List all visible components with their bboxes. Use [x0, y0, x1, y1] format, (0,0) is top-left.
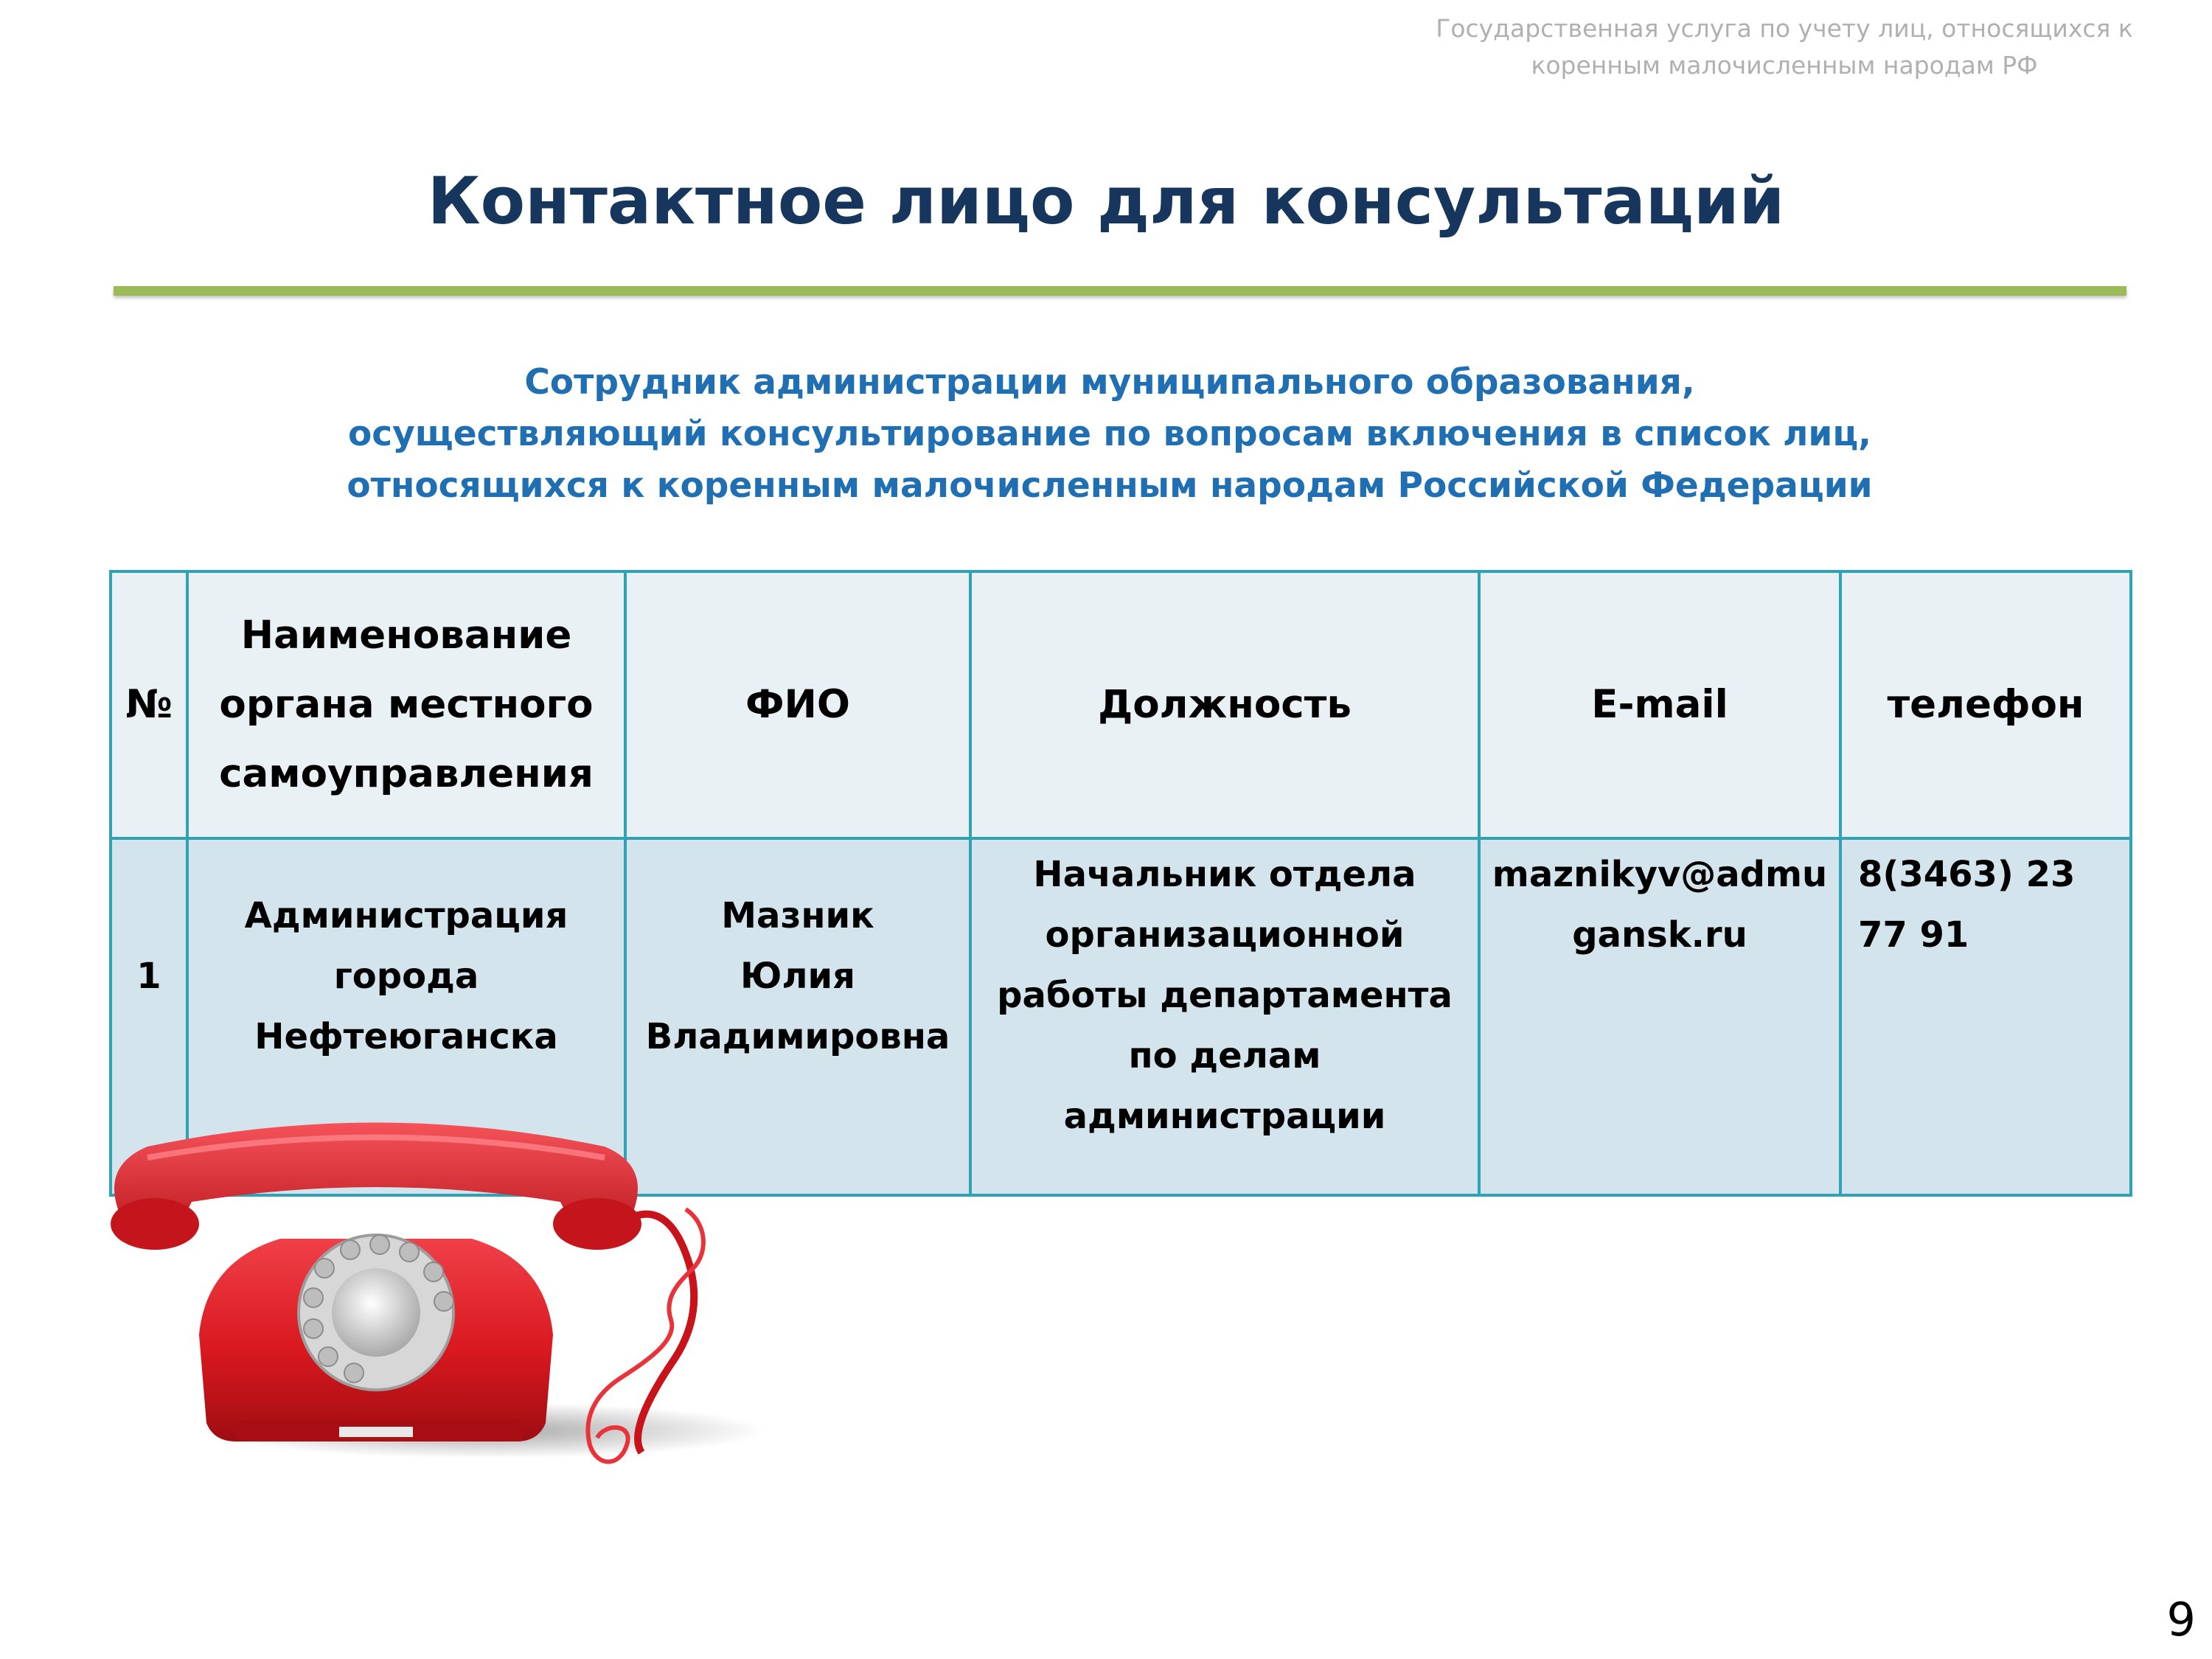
cell-num: 1 [111, 838, 187, 1195]
header-position: Должность [970, 571, 1479, 838]
cell-organ-line: Нефтеюганска [254, 1016, 558, 1057]
cell-position [970, 838, 1479, 1195]
header-email: E-mail [1479, 571, 1840, 838]
page-number: 9 [2166, 1593, 2196, 1646]
telephone-icon [103, 1113, 811, 1497]
header-note-line-1: Государственная услуга по учету лиц, относящихся к [1436, 14, 2133, 43]
cell-position-line: Начальник отдела [1033, 854, 1416, 895]
contacts-table [109, 570, 2132, 1197]
cell-fio-line: Юлия [740, 956, 855, 997]
cell-position-line: администрации [1063, 1096, 1386, 1137]
cell-fio-line: Мазник [721, 895, 874, 936]
table-header-row [111, 571, 2131, 838]
cell-position-line: организационной [1045, 914, 1405, 956]
cell-position-line: работы департамента [997, 975, 1453, 1016]
cell-organ-line: города [333, 956, 479, 997]
subtitle-line-2: осуществляющий консультирование по вопросам включения в список лиц, [347, 414, 1872, 454]
header-note-line-2: коренным малочисленным народам РФ [1531, 51, 2038, 80]
cell-email[interactable]: maznikyv@admugansk.ru [1479, 838, 1840, 1195]
header-num: № [111, 571, 187, 838]
header-organ-line: органа местного [219, 682, 594, 727]
header-fio: ФИО [625, 571, 970, 838]
cell-position-line: по делам [1128, 1035, 1321, 1077]
cell-organ-line: Администрация [244, 895, 568, 936]
page-title: Контактное лицо для консультаций [427, 163, 1785, 239]
subtitle [184, 357, 2035, 512]
header-organ [187, 571, 625, 838]
header-note [1401, 10, 2168, 84]
header-phone: телефон [1840, 571, 2131, 838]
header-organ-line: самоуправления [219, 751, 594, 796]
subtitle-line-3: относящихся к коренным малочисленным народам Российской Федерации [347, 465, 1873, 506]
subtitle-line-1: Сотрудник администрации муниципального образования, [524, 362, 1695, 403]
header-organ-line: Наименование [240, 613, 572, 658]
title-divider [114, 286, 2126, 296]
cell-phone: 8(3463) 23 77 91 [1840, 838, 2131, 1195]
cell-fio-line: Владимировна [645, 1016, 950, 1057]
